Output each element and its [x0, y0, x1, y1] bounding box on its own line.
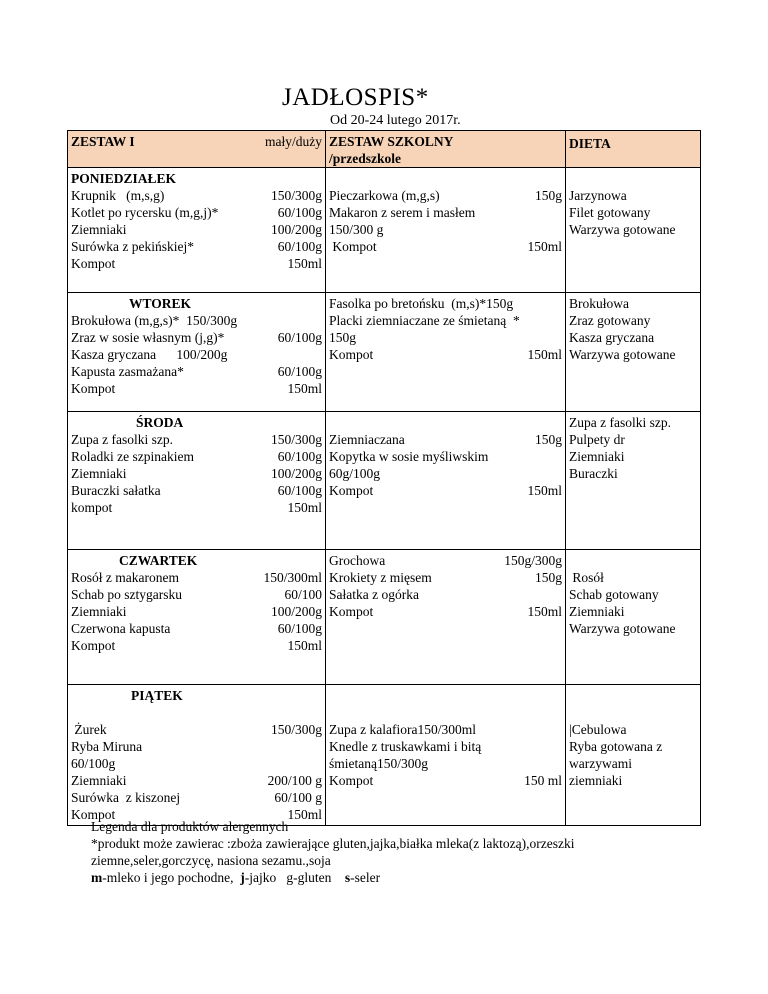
legend-key-s: s [344, 870, 351, 885]
menu-item [71, 755, 322, 772]
dish-portion: 150/300g [270, 188, 322, 203]
diet-item: Ziemniaki [569, 604, 625, 619]
day-row [68, 550, 701, 685]
dish-name: Roladki ze szpinakiem [71, 449, 194, 464]
dish-name: Kapusta zasmażana* [71, 364, 184, 379]
diet-item: Buraczki [569, 466, 618, 481]
cell-zestaw-1 [68, 550, 326, 685]
header-dieta [566, 131, 701, 168]
dish-name: Surówka z pekińskiej* [71, 239, 194, 254]
dish-name: 60/100g [71, 756, 116, 771]
dish-name: Sałatka z ogórka [329, 587, 419, 602]
cell-zestaw-szkolny [326, 168, 566, 293]
header-dieta-label: DIETA [569, 136, 611, 151]
dish-name: 150/300 g [329, 222, 384, 237]
legend-title: Legenda dla produktów alergennych [91, 819, 289, 834]
dish-name: Ryba Miruna [71, 739, 143, 754]
menu-item [71, 380, 322, 397]
allergen-legend [91, 818, 701, 886]
menu-item [329, 603, 562, 620]
dish-portion: 150 ml [524, 773, 562, 788]
date-range: Od 20-24 lutego 2017r. [330, 113, 461, 128]
menu-item [71, 465, 322, 482]
dish-name: Żurek [71, 722, 107, 737]
menu-item [329, 187, 562, 204]
menu-item [329, 569, 562, 586]
dish-portion: 200/100 g [267, 773, 322, 788]
legend-line-3 [91, 869, 701, 886]
diet-item: Zraz gotowany [569, 313, 651, 328]
dish-portion: 100/200g [270, 604, 322, 619]
dish-portion: 60/100g [277, 239, 322, 254]
dish-portion: 100/200g [270, 222, 322, 237]
legend-text-s: -seler [350, 870, 381, 885]
menu-item [329, 448, 562, 465]
diet-item: Filet gotowany [569, 205, 651, 220]
diet-item: Pulpety dr [569, 432, 625, 447]
cell-zestaw-szkolny [326, 550, 566, 685]
dish-portion: 150ml [287, 807, 322, 822]
dish-portion: 60/100 g [274, 790, 322, 805]
menu-item [71, 620, 322, 637]
cell-zestaw-szkolny [326, 412, 566, 550]
dish-name: Kompot [329, 347, 374, 362]
menu-table [67, 130, 701, 826]
header-zestaw-szkolny [326, 131, 566, 168]
menu-item [71, 431, 322, 448]
diet-item: warzywami [569, 756, 632, 771]
cell-dieta [566, 168, 701, 293]
day-name: CZWARTEK [119, 553, 198, 568]
dish-portion: 150ml [527, 239, 562, 254]
menu-item [329, 329, 562, 346]
dish-portion: 60/100g [277, 449, 322, 464]
dish-name: Kompot [329, 239, 377, 254]
dish-name: Ziemniaki [71, 466, 127, 481]
menu-item [329, 552, 562, 569]
legend-key-j: j [240, 870, 245, 885]
menu-item [71, 603, 322, 620]
diet-item: ziemniaki [569, 773, 623, 788]
menu-item [71, 255, 322, 272]
header-zestaw-1 [68, 131, 326, 168]
dish-portion: 150ml [287, 638, 322, 653]
legend-text-j: -jajko g-gluten [244, 870, 332, 885]
diet-item: Ziemniaki [569, 449, 625, 464]
day-row [68, 168, 701, 293]
menu-item [329, 346, 562, 363]
diet-item: Jarzynowa [569, 188, 627, 203]
dish-name: Kompot [71, 256, 116, 271]
dish-name: Kasza gryczana 100/200g [71, 347, 228, 362]
diet-item: Warzywa gotowane [569, 621, 676, 636]
menu-item [71, 569, 322, 586]
dish-portion: 150ml [287, 381, 322, 396]
dish-name: Ziemniaki [71, 773, 127, 788]
menu-item [329, 721, 562, 738]
menu-item [71, 789, 322, 806]
menu-item [71, 637, 322, 654]
menu-item [71, 586, 322, 603]
dish-name: kompot [71, 500, 113, 515]
dish-portion: 150g [535, 432, 562, 447]
cell-zestaw-1 [68, 168, 326, 293]
dish-name: Grochowa [329, 553, 386, 568]
table-header-row [68, 131, 701, 168]
dish-portion: 150g [535, 188, 562, 203]
day-row [68, 412, 701, 550]
dish-name: 150g [329, 330, 356, 345]
legend-line-1: *produkt może zawierac :zboża zawierające gluten,jajka,białka mleka(z laktozą),orzeszki [91, 836, 575, 851]
dish-name: Schab po sztygarsku [71, 587, 182, 602]
menu-item [329, 465, 562, 482]
dish-portion: 60/100g [277, 364, 322, 379]
menu-item [71, 238, 322, 255]
diet-item: Rosół [569, 570, 604, 585]
dish-name: Buraczki sałatka [71, 483, 161, 498]
dish-name: Kompot [71, 807, 116, 822]
menu-item [71, 346, 322, 363]
diet-item: Ryba gotowana z [569, 739, 663, 754]
dish-name: Surówka z kiszonej [71, 790, 181, 805]
dish-name: Pieczarkowa (m,g,s) [329, 188, 440, 203]
page-title: JADŁOSPIS* [282, 84, 429, 111]
dish-name: Kompot [71, 638, 116, 653]
cell-zestaw-1 [68, 685, 326, 826]
day-row [68, 685, 701, 826]
menu-item [71, 221, 322, 238]
header-zestaw-1-size: mały/duży [265, 134, 322, 149]
dish-portion: 150ml [287, 500, 322, 515]
cell-dieta [566, 685, 701, 826]
dish-name: Knedle z truskawkami i bitą [329, 739, 482, 754]
cell-zestaw-1 [68, 412, 326, 550]
menu-item [71, 499, 322, 516]
diet-item: Zupa z fasolki szp. [569, 415, 671, 430]
dish-name: 60g/100g [329, 466, 381, 481]
dish-name: Makaron z serem i masłem [329, 205, 476, 220]
dish-name: Kompot [329, 773, 374, 788]
cell-dieta [566, 412, 701, 550]
legend-text-m: -mleko i jego pochodne, [102, 870, 234, 885]
dish-portion: 150ml [527, 483, 562, 498]
cell-zestaw-szkolny [326, 293, 566, 412]
dish-name: Ziemniaki [71, 222, 127, 237]
menu-item [71, 772, 322, 789]
menu-item [329, 738, 562, 755]
menu-item [329, 238, 562, 255]
dish-name: Brokułowa (m,g,s)* 150/300g [71, 313, 238, 328]
diet-item: |Cebulowa [569, 722, 627, 737]
menu-item [329, 482, 562, 499]
menu-item [71, 738, 322, 755]
dish-name: Zraz w sosie własnym (j,g)* [71, 330, 225, 345]
cell-dieta [566, 550, 701, 685]
menu-item [329, 586, 562, 603]
menu-item [329, 772, 562, 789]
menu-item [71, 448, 322, 465]
dish-name: Krupnik (m,s,g) [71, 188, 165, 203]
dish-name: Zupa z fasolki szp. [71, 432, 173, 447]
cell-dieta [566, 293, 701, 412]
header-zestaw-szkolny-sub: /przedszkole [329, 151, 401, 166]
dish-portion: 150ml [287, 256, 322, 271]
dish-name: Kompot [71, 381, 116, 396]
day-name: PONIEDZIAŁEK [71, 171, 177, 186]
menu-item [329, 431, 562, 448]
dish-name: Krokiety z mięsem [329, 570, 432, 585]
menu-item [71, 329, 322, 346]
dish-portion: 60/100 [284, 587, 322, 602]
diet-item: Schab gotowany [569, 587, 659, 602]
dish-portion: 150ml [527, 347, 562, 362]
day-name: WTOREK [129, 296, 192, 311]
dish-portion: 150/300g [270, 722, 322, 737]
dish-name: Kompot [329, 483, 374, 498]
menu-item [329, 755, 562, 772]
diet-item: Warzywa gotowane [569, 222, 676, 237]
dish-name: Placki ziemniaczane ze śmietaną * [329, 313, 520, 328]
menu-item [329, 204, 562, 221]
menu-item [71, 312, 322, 329]
dish-name: Ziemniaki [71, 604, 127, 619]
dish-name: Czerwona kapusta [71, 621, 171, 636]
dish-portion: 60/100g [277, 621, 322, 636]
diet-item: Kasza gryczana [569, 330, 655, 345]
cell-zestaw-szkolny [326, 685, 566, 826]
header-zestaw-szkolny-label: ZESTAW SZKOLNY [329, 134, 454, 149]
day-name: ŚRODA [136, 415, 184, 430]
dish-portion: 150g/300g [504, 553, 562, 568]
dish-name: Rosół z makaronem [71, 570, 179, 585]
dish-name: Kotlet po rycersku (m,g,j)* [71, 205, 219, 220]
menu-item [71, 482, 322, 499]
day-row [68, 293, 701, 412]
dish-name: Ziemniaczana [329, 432, 405, 447]
dish-portion: 60/100g [277, 330, 322, 345]
diet-item: Brokułowa [569, 296, 629, 311]
dish-portion: 100/200g [270, 466, 322, 481]
dish-name: Kopytka w sosie myśliwskim [329, 449, 489, 464]
dish-name: śmietaną150/300g [329, 756, 428, 771]
menu-item [71, 187, 322, 204]
dish-portion: 150/300g [270, 432, 322, 447]
menu-item [71, 363, 322, 380]
menu-item [329, 312, 562, 329]
dish-portion: 150ml [527, 604, 562, 619]
menu-item [71, 204, 322, 221]
dish-portion: 60/100g [277, 483, 322, 498]
legend-key-m: m [91, 870, 103, 885]
menu-item [329, 221, 562, 238]
dish-portion: 150g [535, 570, 562, 585]
menu-item [329, 295, 562, 312]
legend-line-2: ziemne,seler,gorczycę, nasiona sezamu.,soja [91, 853, 331, 868]
dish-portion: 150/300ml [263, 570, 322, 585]
day-name: PIĄTEK [131, 688, 183, 703]
cell-zestaw-1 [68, 293, 326, 412]
dish-name: Kompot [329, 604, 374, 619]
menu-item [71, 721, 322, 738]
dish-name: Zupa z kalafiora150/300ml [329, 722, 476, 737]
header-zestaw-1-label: ZESTAW I [71, 134, 135, 149]
diet-item: Warzywa gotowane [569, 347, 676, 362]
dish-portion: 60/100g [277, 205, 322, 220]
dish-name: Fasolka po bretońsku (m,s)*150g [329, 296, 514, 311]
